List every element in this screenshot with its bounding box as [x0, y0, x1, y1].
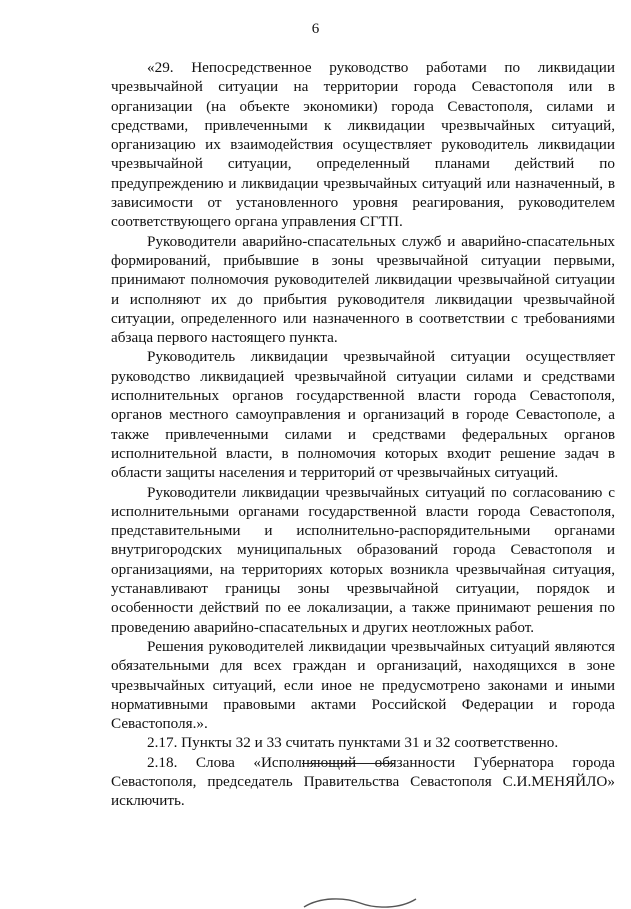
paragraph-item-29: «29. Непосредственное руководство работами по ликвидации чрезвычайной ситуации на территории города Севастополя или в организации (на объекте экономики) города Севастополя, силами и средствами, привлеченными к ликвидации чрезвычайных ситуаций, организацию их взаимодействия осуществляет руководитель ликвидации чрезвычайной ситуации, определенный планами действий по предупреждению и ликвидации чрезвычайных ситуаций или назначенный, в зависимости от установленного уровня реагирования, руководителем соответствующего органа управления СГТП. [111, 59, 615, 231]
paragraph-amendment-2-18: 2.18. Слова «Исполняющий обязанности Губернатора города Севастополя, председатель Правительства Севастополя С.И.МЕНЯЙЛО» исключить. [111, 753, 615, 810]
page-number: 6 [311, 21, 320, 37]
paragraph-zone-boundaries: Руководители ликвидации чрезвычайных ситуаций по согласованию с исполнительными органами государственной власти города Севастополя, представительными и исполнительно-распорядительными органами внутригородских муниципальных образований города Севастополя и организациями, на территориях которых возникла чрезвычайная ситуация, устанавливают границы зоны чрезвычайной ситуации, порядок и особенности действий по ее локализации, а также принимают решения по проведению аварийно-спасательных и других неотложных работ. [111, 483, 615, 636]
paragraph-amendment-2-17: 2.17. Пункты 32 и 33 считать пунктами 31 и 32 соответственно. [147, 734, 559, 752]
paragraph-mandatory-decisions: Решения руководителей ликвидации чрезвычайных ситуаций являются обязательными для всех граждан и организаций, находящихся в зоне чрезвычайных ситуаций, если иное не предусмотрено законами и иными нормативными правовыми актами Российской Федерации и города Севастополя.». [111, 637, 615, 733]
document-body [111, 58, 615, 811]
closing-divider [302, 763, 394, 764]
paragraph-rescue-leaders: Руководители аварийно-спасательных служб и аварийно-спасательных формирований, прибывшие в зоны чрезвычайной ситуации первыми, принимают полномочия руководителей ликвидации чрезвычайной ситуации и исполняют их до прибытия руководителя ликвидации чрезвычайной ситуации, определенного или назначенного в соответствии с требованиями абзаца первого настоящего пункта. [111, 232, 615, 347]
stamp-edge-mark [300, 895, 420, 909]
paragraph-liquidation-leader: Руководитель ликвидации чрезвычайной ситуации осуществляет руководство ликвидацией чрезвычайной ситуации силами и средствами исполнительных органов государственной власти города Севастополя, органов местного самоуправления и организаций в городе Севастополе, а также привлеченными силами и средствами федеральных органов исполнительной власти, в полномочия которых входит решение задач в области защиты населения и территорий от чрезвычайных ситуаций. [111, 348, 615, 482]
